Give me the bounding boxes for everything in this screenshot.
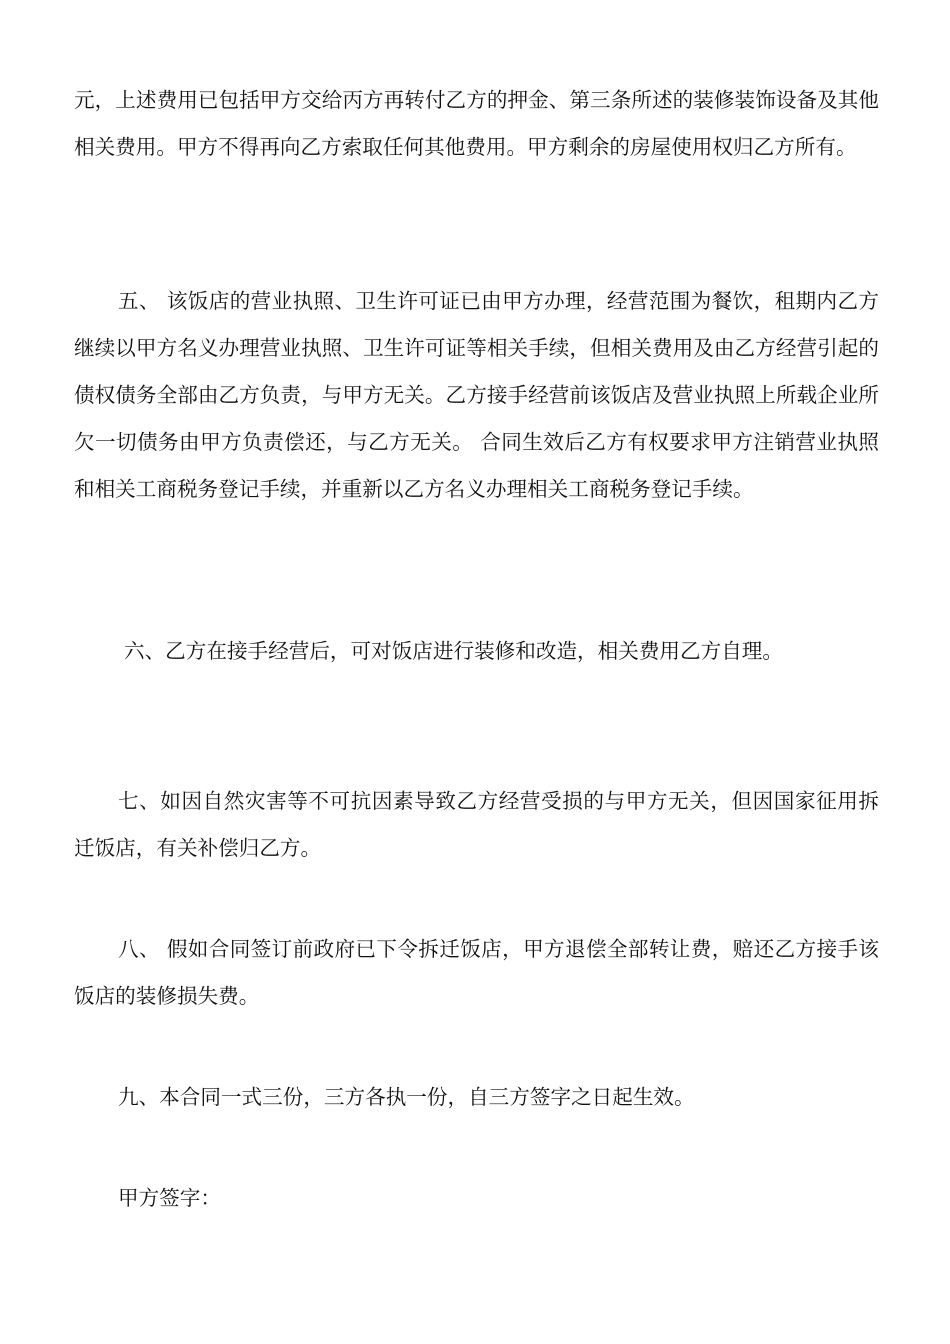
clause-seven-force-majeure: 七、如因自然灾害等不可抗因素导致乙方经营受损的与甲方无关，但因国家征用拆迁饭店，有关补偿归乙方。 bbox=[74, 789, 879, 860]
paragraph-fee-continuation: 元，上述费用已包括甲方交给丙方再转付乙方的押金、第三条所述的装修装饰设备及其他相关费用。甲方不得再向乙方索取任何其他费用。甲方剩余的房屋使用权归乙方所有。 bbox=[74, 88, 879, 159]
clause-six-renovation: 六、乙方在接手经营后，可对饭店进行装修和改造，相关费用乙方自理。 bbox=[124, 639, 783, 663]
clause-eight-demolition: 八、 假如合同签订前政府已下令拆迁饭店，甲方退偿全部转让费，赔还乙方接手该饭店的装修损失费。 bbox=[74, 937, 879, 1008]
clause-five-business-license: 五、 该饭店的营业执照、卫生许可证已由甲方办理，经营范围为餐饮，租期内乙方继续以甲方名义办理营业执照、卫生许可证等相关手续，但相关费用及由乙方经营引起的债权债务全部由乙方负责，与甲方无关。乙方接手经营前该饭店及营业执照上所载企业所欠一切债务由甲方负责偿还，与乙方无关。 合同生效后乙方有权要求甲方注销营业执照和相关工商税务登记手续，并重新以乙方名义办理相关工商税务登记手续。 bbox=[74, 289, 879, 501]
party-a-signature-label: 甲方签字： bbox=[118, 1186, 221, 1210]
clause-nine-copies: 九、本合同一式三份，三方各执一份，自三方签字之日起生效。 bbox=[118, 1085, 695, 1109]
